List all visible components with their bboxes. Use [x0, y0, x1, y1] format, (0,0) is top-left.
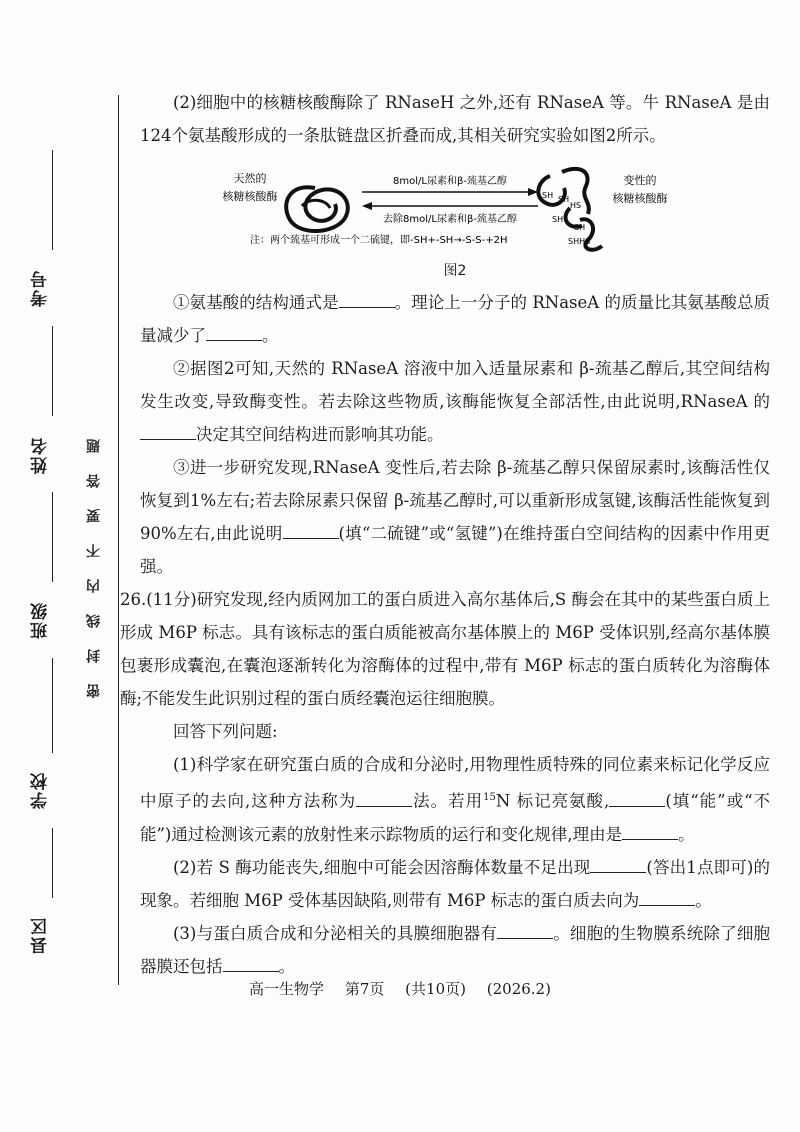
q26-p1-text-d: (填“能”或“不能”)通过检测该元素的放射性来示踪物质的运行和变化规律,理由是 [140, 791, 771, 844]
arrow-bottom-label: 去除8mol/L尿素和β-巯基乙醇 [383, 214, 517, 225]
page-footer [0, 978, 800, 999]
q25-sub3-text-a: ③进一步研究发现,RNaseA 变性后,若去除 β-巯基乙醇只保留尿素时,该酶活性仅恢复到1%左右;若去除尿素只保留 β-巯基乙醇时,可以重新形成氢键,该酶活性能恢复到90%左右,由此说明 [140, 458, 770, 543]
answer-blank[interactable] [590, 858, 646, 873]
figure-caption: 图2 [443, 263, 467, 279]
rnase-denaturation-diagram [140, 158, 770, 258]
name-label: 姓名 [31, 436, 51, 474]
disulfide-note: 注：两个巯基可形成一个二硫键，即-SH+-SH→-S-S-+2H [250, 235, 508, 246]
answer-blank[interactable] [497, 924, 553, 939]
q25-sub1-text-a: ①氨基酸的结构通式是 [173, 293, 339, 312]
q26-part1 [140, 748, 770, 851]
answer-blank[interactable] [356, 792, 412, 807]
reverse-arrowhead [362, 202, 372, 210]
answer-blank[interactable] [223, 957, 279, 972]
q25-sub2-text-a: ②据图2可知,天然的 RNaseA 溶液中加入适量尿素和 β-巯基乙醇后,其空间结构发生改变,导致酶变性。若去除这些物质,该酶能恢复全部活性,由此说明,RNaseA 的 [140, 359, 770, 411]
native-label-1: 天然的 [233, 172, 267, 185]
native-label-2: 核糖核酸酶 [222, 190, 278, 203]
q25-sub1-text-b: 。理论上一分子的 RNaseA 的质量比其氨基酸总质量减少了 [140, 293, 771, 345]
q26-p1-text-b: 法。若用 [412, 791, 484, 811]
q26-p1-text-a: (1)科学家在研究蛋白质的合成和分泌时,用物理性质特殊的同位素来标记化学反应中原子的去向,这种方法称为 [140, 755, 770, 811]
answer-blank[interactable] [339, 293, 395, 308]
class-field [28, 590, 68, 650]
q26-answer-prompt: 回答下列问题: [173, 722, 278, 741]
answer-blank[interactable] [622, 825, 678, 840]
school-label: 学校 [31, 771, 51, 809]
exam-number-label: 考号 [31, 269, 51, 307]
class-label: 班级 [31, 601, 51, 639]
q26-p3-text-a: (3)与蛋白质合成和分泌相关的具膜细胞器有 [173, 923, 498, 943]
county-label: 县区 [31, 916, 51, 954]
footer-date: (2026.2) [486, 980, 551, 998]
exam-number-line-lower[interactable] [52, 326, 53, 416]
answer-blank[interactable] [140, 425, 196, 440]
q25-sub1 [140, 286, 770, 352]
school-line[interactable] [52, 828, 53, 898]
native-enzyme-icon [286, 187, 348, 231]
footer-page: 第7页 [344, 980, 385, 998]
footer-total: (共10页) [405, 980, 466, 998]
q26-p2-text-c: 。 [695, 890, 712, 910]
q25-part2-intro: (2)细胞中的核糖核酸酶除了 RNaseH 之外,还有 RNaseA 等。牛 RNaseA 是由124个氨基酸形成的一条肽链盘区折叠而成,其相关研究实验如图2所示。 [140, 93, 770, 145]
sh-label-5: SH [574, 223, 586, 232]
q26-p3-text-c: 。 [278, 956, 295, 976]
binding-margin [0, 0, 120, 1132]
answer-blank[interactable] [609, 792, 665, 807]
q26-p1-text-c: N 标记亮氨酸, [495, 791, 610, 811]
sh-label-2: SH [558, 195, 570, 204]
q25-sub2-text-b: 决定其空间结构进而影响其功能。 [196, 425, 444, 444]
figure-2 [140, 158, 770, 258]
q26-stem: 26.(11分)研究发现,经内质网加工的蛋白质进入高尔基体后,S 酶会在其中的某些蛋白质上形成 M6P 标志。具有该标志的蛋白质能被高尔基体膜上的 M6P 受体识别,经高尔基体膜包裹形成囊泡,在囊泡逐渐转化为溶酶体的过程中,带有 M6P 标志的蛋白质转化为溶酶体酶;不能发生此识别过程的蛋白质经囊泡运往细胞膜。 [120, 590, 770, 708]
q26-p1-sup: 15 [483, 792, 496, 803]
seal-divider [118, 95, 119, 985]
exam-number-line[interactable] [52, 150, 53, 250]
seal-line-notice: 密封线内不要答题 [86, 418, 102, 698]
answer-blank[interactable] [283, 524, 339, 539]
denatured-label-1: 变性的 [623, 174, 657, 187]
sh-label-1: SH [542, 191, 554, 200]
footer-subject: 高一生物学 [249, 980, 325, 998]
class-line[interactable] [52, 658, 53, 753]
q25-sub3-text-b: (填“二硫键”或“氢键”)在维持蛋白空间结构的因素中作用更强。 [140, 524, 770, 576]
denatured-label-2: 核糖核酸酶 [612, 192, 668, 205]
answer-blank[interactable] [206, 326, 262, 341]
q26-p2-text-a: (2)若 S 酶功能丧失,细胞中可能会因溶酶体数量不足出现 [173, 857, 591, 877]
sh-label-4: SH [552, 215, 564, 224]
q25-sub3 [140, 451, 770, 583]
county-field [28, 905, 68, 965]
q26-p1-text-e: 。 [678, 824, 695, 844]
question-content [120, 86, 771, 983]
school-field [28, 760, 68, 820]
sh-label-3: HS [570, 201, 582, 210]
name-field [28, 425, 68, 485]
sh-label-6: SHHS [568, 237, 591, 246]
answer-blank[interactable] [639, 891, 695, 906]
arrow-top-label: 8mol/L尿素和β-巯基乙醇 [393, 176, 507, 187]
name-line[interactable] [52, 492, 53, 582]
q25-sub2 [140, 352, 770, 451]
exam-number-field [28, 258, 68, 318]
q25-sub1-text-c: 。 [262, 326, 279, 345]
q26-part3 [140, 917, 770, 983]
q26-p2-text-b: (答出1点即可)的现象。若细胞 M6P 受体基因缺陷,则带有 M6P 标志的蛋白质去向为 [140, 857, 770, 910]
q26-p3-text-b: 。细胞的生物膜系统除了细胞器膜还包括 [140, 923, 771, 976]
q26-part2 [140, 851, 770, 917]
